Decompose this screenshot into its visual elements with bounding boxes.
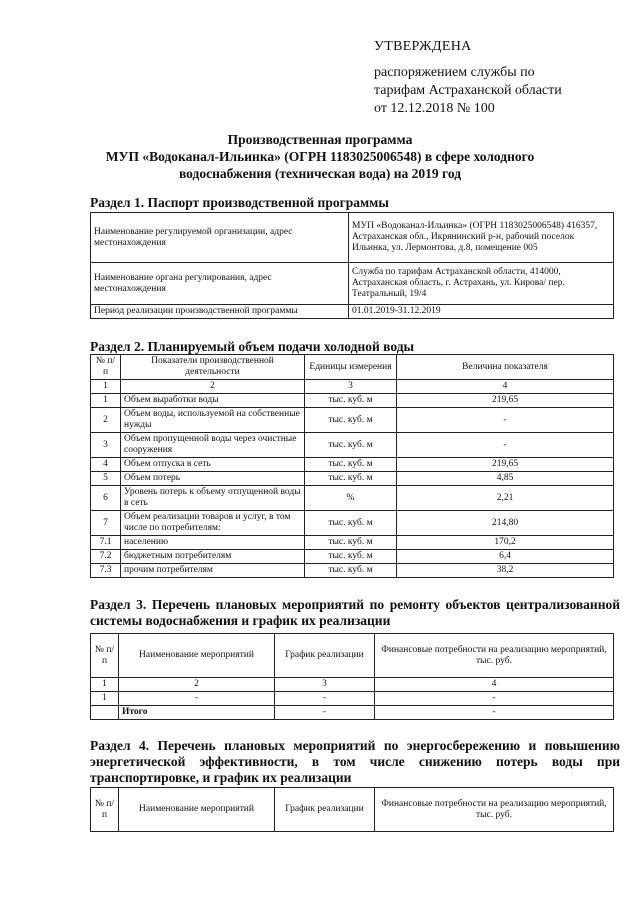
approval-line: тарифам Астраханской области (374, 83, 562, 98)
table-cell: 1 (91, 678, 119, 692)
approval-block (374, 38, 562, 118)
table-cell: 7.1 (91, 536, 121, 550)
energy-plan-table (90, 787, 614, 832)
table-cell: 3 (305, 380, 397, 394)
table-cell: 7.3 (91, 564, 121, 578)
table-cell: тыс. куб. м (305, 458, 397, 472)
table-cell: тыс. куб. м (305, 433, 397, 458)
table-cell: - (375, 706, 614, 720)
table-row (91, 305, 614, 319)
table-cell: 6,4 (397, 550, 614, 564)
table-row (91, 213, 614, 263)
column-header: № п/п (91, 355, 121, 380)
column-header: График реализации (275, 634, 375, 678)
table-cell: - (397, 408, 614, 433)
table-cell: тыс. куб. м (305, 550, 397, 564)
column-header: Наименование мероприятий (119, 634, 275, 678)
approval-line: распоряжением службы по (374, 65, 535, 80)
table-cell: тыс. куб. м (305, 564, 397, 578)
table-row (91, 536, 614, 550)
table-cell: 2 (121, 380, 305, 394)
table-cell: тыс. куб. м (305, 511, 397, 536)
column-header: Финансовые потребности на реализацию мероприятий, тыс. руб. (375, 788, 614, 832)
title-line: Производственная программа (227, 132, 413, 147)
table-row (91, 706, 614, 720)
table-cell: 5 (91, 472, 121, 486)
column-header: Величина показателя (397, 355, 614, 380)
approval-heading: УТВЕРЖДЕНА (374, 39, 472, 54)
column-header: № п/п (91, 788, 119, 832)
table-row (91, 564, 614, 578)
column-header: Финансовые потребности на реализацию мероприятий, тыс. руб. (375, 634, 614, 678)
table-cell: Период реализации производственной программы (91, 305, 349, 319)
column-header: График реализации (275, 788, 375, 832)
table-cell: 4 (397, 380, 614, 394)
table-cell: - (375, 692, 614, 706)
table-cell: тыс. куб. м (305, 536, 397, 550)
section4-heading: Раздел 4. Перечень плановых мероприятий по энергосбережению и повышению энергетической эффективности, в том числе снижению потерь воды при транспортировке, и график их реализации (90, 738, 620, 785)
passport-table (90, 212, 614, 319)
table-cell: тыс. куб. м (305, 394, 397, 408)
table-cell: Уровень потерь к объему отпущенной воды в сеть (121, 486, 305, 511)
table-cell: 7 (91, 511, 121, 536)
table-cell: 6 (91, 486, 121, 511)
table-cell: Объем отпуска в сеть (121, 458, 305, 472)
table-row (91, 433, 614, 458)
section2-heading: Раздел 2. Планируемый объем подачи холодной воды (90, 339, 415, 354)
table-row (91, 692, 614, 706)
table-cell: Служба по тарифам Астраханской области, 414000, Астраханская область, г. Астрахань, ул. Кирова/ пер. Театральный, 19/4 (349, 263, 614, 305)
table-cell: 7.2 (91, 550, 121, 564)
column-header: Наименование мероприятий (119, 788, 275, 832)
table-cell: 1 (91, 380, 121, 394)
table-header-row (91, 788, 614, 832)
table-cell: населению (121, 536, 305, 550)
section3-heading: Раздел 3. Перечень плановых мероприятий по ремонту объектов централизованной системы водоснабжения и график их реализации (90, 597, 620, 628)
table-cell: 4,85 (397, 472, 614, 486)
title-line: водоснабжения (техническая вода) на 2019 год (178, 166, 462, 181)
water-volume-table (90, 354, 614, 578)
table-cell: 38,2 (397, 564, 614, 578)
table-cell: прочим потребителям (121, 564, 305, 578)
table-row (91, 458, 614, 472)
table-row (91, 550, 614, 564)
table-cell: Объем пропущенной воды через очистные сооружения (121, 433, 305, 458)
table-cell: 4 (91, 458, 121, 472)
table-cell: тыс. куб. м (305, 472, 397, 486)
table-cell: 219,65 (397, 458, 614, 472)
table-cell: Объем выработки воды (121, 394, 305, 408)
table-cell: бюджетным потребителям (121, 550, 305, 564)
table-cell: Наименование регулируемой организации, адрес местонахождения (91, 213, 349, 263)
table-row (91, 408, 614, 433)
column-header: Единицы измерения (305, 355, 397, 380)
table-cell: 1 (91, 394, 121, 408)
table-cell: - (275, 692, 375, 706)
table-cell: 214,80 (397, 511, 614, 536)
section1-heading: Раздел 1. Паспорт производственной программы (90, 195, 389, 210)
table-row (91, 486, 614, 511)
table-cell: Объем реализации товаров и услуг, в том числе по потребителям: (121, 511, 305, 536)
table-cell: МУП «Водоканал-Ильинка» (ОГРН 1183025006548) 416357, Астраханская обл., Икрянинский р-н, рабочий поселок Ильинка, ул. Лермонтова, д.8, помещение 005 (349, 213, 614, 263)
table-cell: 1 (91, 692, 119, 706)
repair-plan-table (90, 633, 614, 720)
table-total-label: Итого (119, 706, 275, 720)
table-cell: 170,2 (397, 536, 614, 550)
table-cell: 2 (91, 408, 121, 433)
table-cell: - (119, 692, 275, 706)
table-cell: Объем воды, используемой на собственные нужды (121, 408, 305, 433)
column-header: № п/п (91, 634, 119, 678)
table-header-row (91, 634, 614, 678)
table-index-row (91, 380, 614, 394)
table-cell: - (275, 706, 375, 720)
table-row (91, 472, 614, 486)
table-cell: 3 (91, 433, 121, 458)
table-cell: 01.01.2019-31.12.2019 (349, 305, 614, 319)
table-header-row (91, 355, 614, 380)
table-row (91, 394, 614, 408)
table-cell (91, 706, 119, 720)
table-cell: - (397, 433, 614, 458)
table-cell: тыс. куб. м (305, 408, 397, 433)
table-cell: Наименование органа регулирования, адрес местонахождения (91, 263, 349, 305)
table-index-row (91, 678, 614, 692)
table-cell: 3 (275, 678, 375, 692)
table-row (91, 263, 614, 305)
table-cell: 2,21 (397, 486, 614, 511)
table-cell: % (305, 486, 397, 511)
title-line: МУП «Водоканал-Ильинка» (ОГРН 1183025006548) в сфере холодного (105, 149, 535, 164)
column-header: Показатели производственной деятельности (121, 355, 305, 380)
table-cell: 2 (119, 678, 275, 692)
table-cell: 219,65 (397, 394, 614, 408)
document-title (80, 131, 560, 182)
table-cell: Объем потерь (121, 472, 305, 486)
table-row (91, 511, 614, 536)
table-cell: 4 (375, 678, 614, 692)
approval-line: от 12.12.2018 № 100 (374, 101, 495, 116)
